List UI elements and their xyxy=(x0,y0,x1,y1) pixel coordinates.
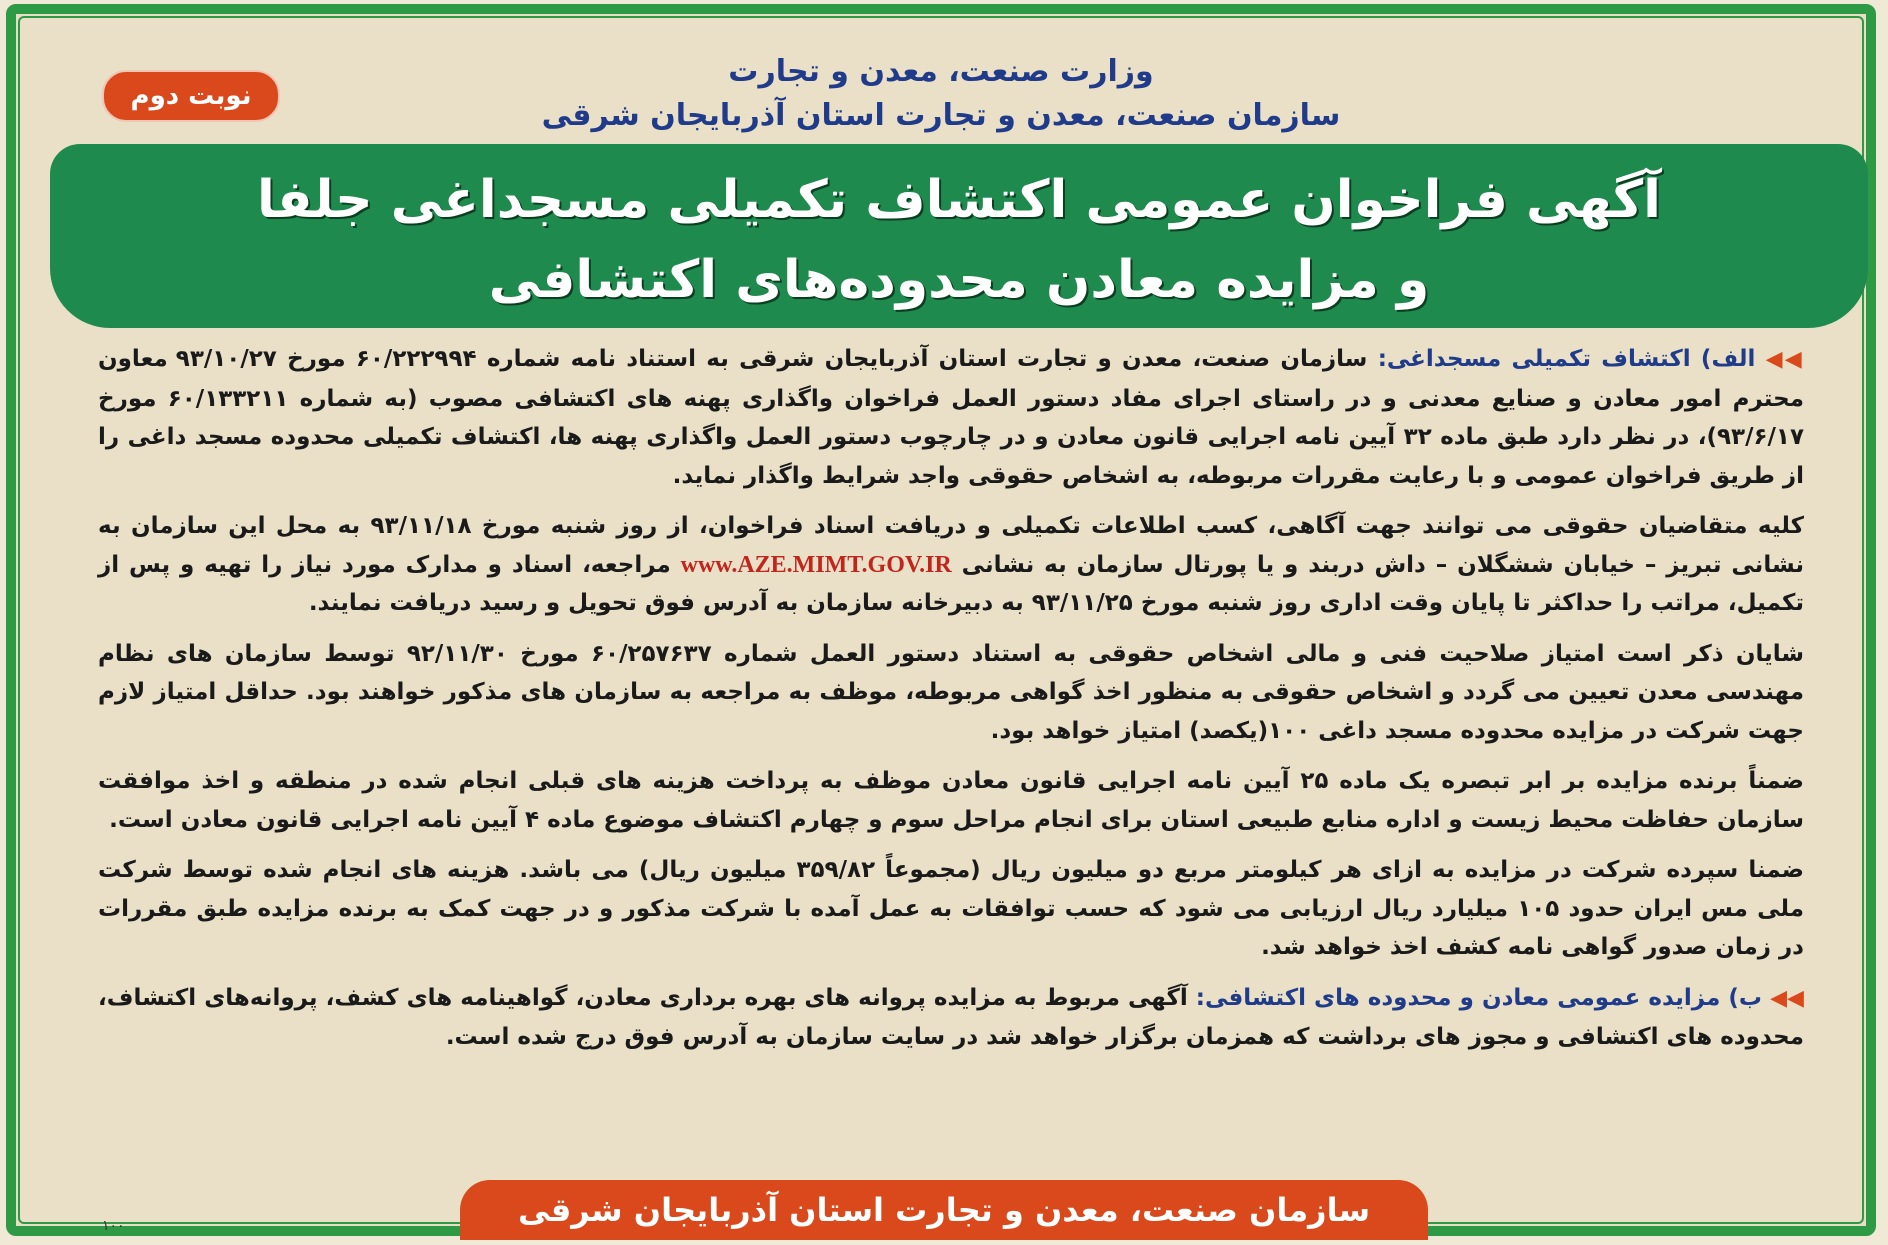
page-number: ۱۰۰ xyxy=(102,1218,125,1234)
paragraph-4: ضمناً برنده مزایده بر ابر تبصره یک ماده ۲۵ آیین نامه اجرایی قانون معادن موظف به پرداخت هزینه های قبلی انجام شده در منطقه و اخذ موافقت سازمان حفاظت محیط زیست و اداره منابع طبیعی استان برای انجام مراحل سوم و چهارم اکتشاف موضوع ماده ۴ آیین نامه اجرایی قانون معادن است. xyxy=(98,768,1804,833)
footer-banner: سازمان صنعت، معدن و تجارت استان آذربایجان شرقی xyxy=(460,1180,1428,1240)
title-line-1: آگهی فراخوان عمومی اکتشاف تکمیلی مسجداغی جلفا xyxy=(257,170,1661,230)
section-a-title: الف) اکتشاف تکمیلی مسجداغی: xyxy=(1377,346,1756,372)
section-a-text: سازمان صنعت، معدن و تجارت استان آذربایجان شرقی به استناد نامه شماره ۶۰/۲۲۲۹۹۴ مورخ ۹۳/۱۰/۲۷ معاون محترم امور معادن و صنایع معدنی و در راستای اجرای مفاد دستور العمل فراخوان واگذاری پهنه های اکتشافی مصوب (به شماره ۶۰/۱۳۳۲۱۱ مورخ ۹۳/۶/۱۷)، در نظر دارد طبق ماده ۳۲ آیین نامه اجرایی قانون معادن و در چارچوب دستور العمل واگذاری پهنه ها، اکتشاف تکمیلی محدوده مسجد داغی را از طریق فراخوان عمومی و با رعایت مقررات مربوطه، به اشخاص حقوقی واجد شرایط واگذار نماید. xyxy=(98,346,1805,489)
paragraph-5: ضمنا سپرده شرکت در مزایده به ازای هر کیلومتر مربع دو میلیون ریال (مجموعاً ۳۵۹/۸۲ میلیون ریال) می باشد. هزینه های انجام شده توسط شرکت ملی مس ایران حدود ۱۰۵ میلیارد ریال ارزیابی می شود که حسب توافقات به عمل آمده با شرکت مذکور و در جهت کمک به برنده مزایده طبق مقررات در زمان صدور گواهی نامه کشف اخذ خواهد شد. xyxy=(98,857,1804,960)
section-b-title: ب) مزایده عمومی معادن و محدوده های اکتشافی: xyxy=(1195,984,1763,1011)
portal-link[interactable]: www.AZE.MIMT.GOV.IR xyxy=(680,551,952,578)
title-line-2: و مزایده معادن محدوده‌های اکتشافی xyxy=(488,250,1430,310)
section-b-text: آگهی مربوط به مزایده پروانه های بهره برداری معادن، گواهینامه های کشف، پروانه‌های اکتشاف، محدوده های اکتشافی و مجوز های برداشت که همزمان برگزار خواهد شد در سایت سازمان به آدرس فوق درج شده است. xyxy=(98,984,1804,1050)
section-a xyxy=(98,340,1804,495)
announcement-body xyxy=(98,340,1804,1069)
arrow-icon: ◀◀ xyxy=(1765,347,1804,372)
paragraph-3: شایان ذکر است امتیاز صلاحیت فنی و مالی اشخاص حقوقی به استناد دستور العمل شماره ۶۰/۲۵۷۶۳۷ مورخ ۹۲/۱۱/۳۰ توسط سازمان های نظام مهندسی معدن تعیین می گردد و اشخاص حقوقی به منظور اخذ گواهی مربوطه، موظف به مراجعه به سازمان های مذکور خواهند بود. حداقل امتیاز لازم جهت شرکت در مزایده محدوده مسجد داغی ۱۰۰(یکصد) امتیاز خواهد بود. xyxy=(98,640,1804,744)
paragraph-2-after-url: مراجعه، اسناد و مدارک مورد نیاز را تهیه و پس از تکمیل، مراتب را حداکثر تا پایان وقت اداری روز شنبه مورخ ۹۳/۱۱/۲۵ به دبیرخانه سازمان به آدرس فوق تحویل و رسید دریافت نمایند. xyxy=(98,551,1804,616)
title-banner xyxy=(50,144,1868,328)
header xyxy=(20,50,1862,138)
paragraph-2 xyxy=(98,507,1804,623)
organization-name: سازمان صنعت، معدن و تجارت استان آذربایجان شرقی xyxy=(541,98,1341,133)
announcement-panel xyxy=(18,16,1864,1234)
section-b xyxy=(98,979,1804,1057)
issue-badge: نوبت دوم xyxy=(102,70,280,122)
arrow-icon: ◀◀ xyxy=(1770,985,1805,1011)
paragraph-2-before-url: کلیه متقاضیان حقوقی می توانند جهت آگاهی، کسب اطلاعات تکمیلی و دریافت اسناد فراخوان، از روز شنبه مورخ ۹۳/۱۱/۱۸ به محل این سازمان به نشانی تبریز – خیابان ششگلان – داش دربند و یا پورتال سازمان به نشانی xyxy=(98,513,1804,578)
ministry-name: وزارت صنعت، معدن و تجارت xyxy=(728,54,1154,89)
